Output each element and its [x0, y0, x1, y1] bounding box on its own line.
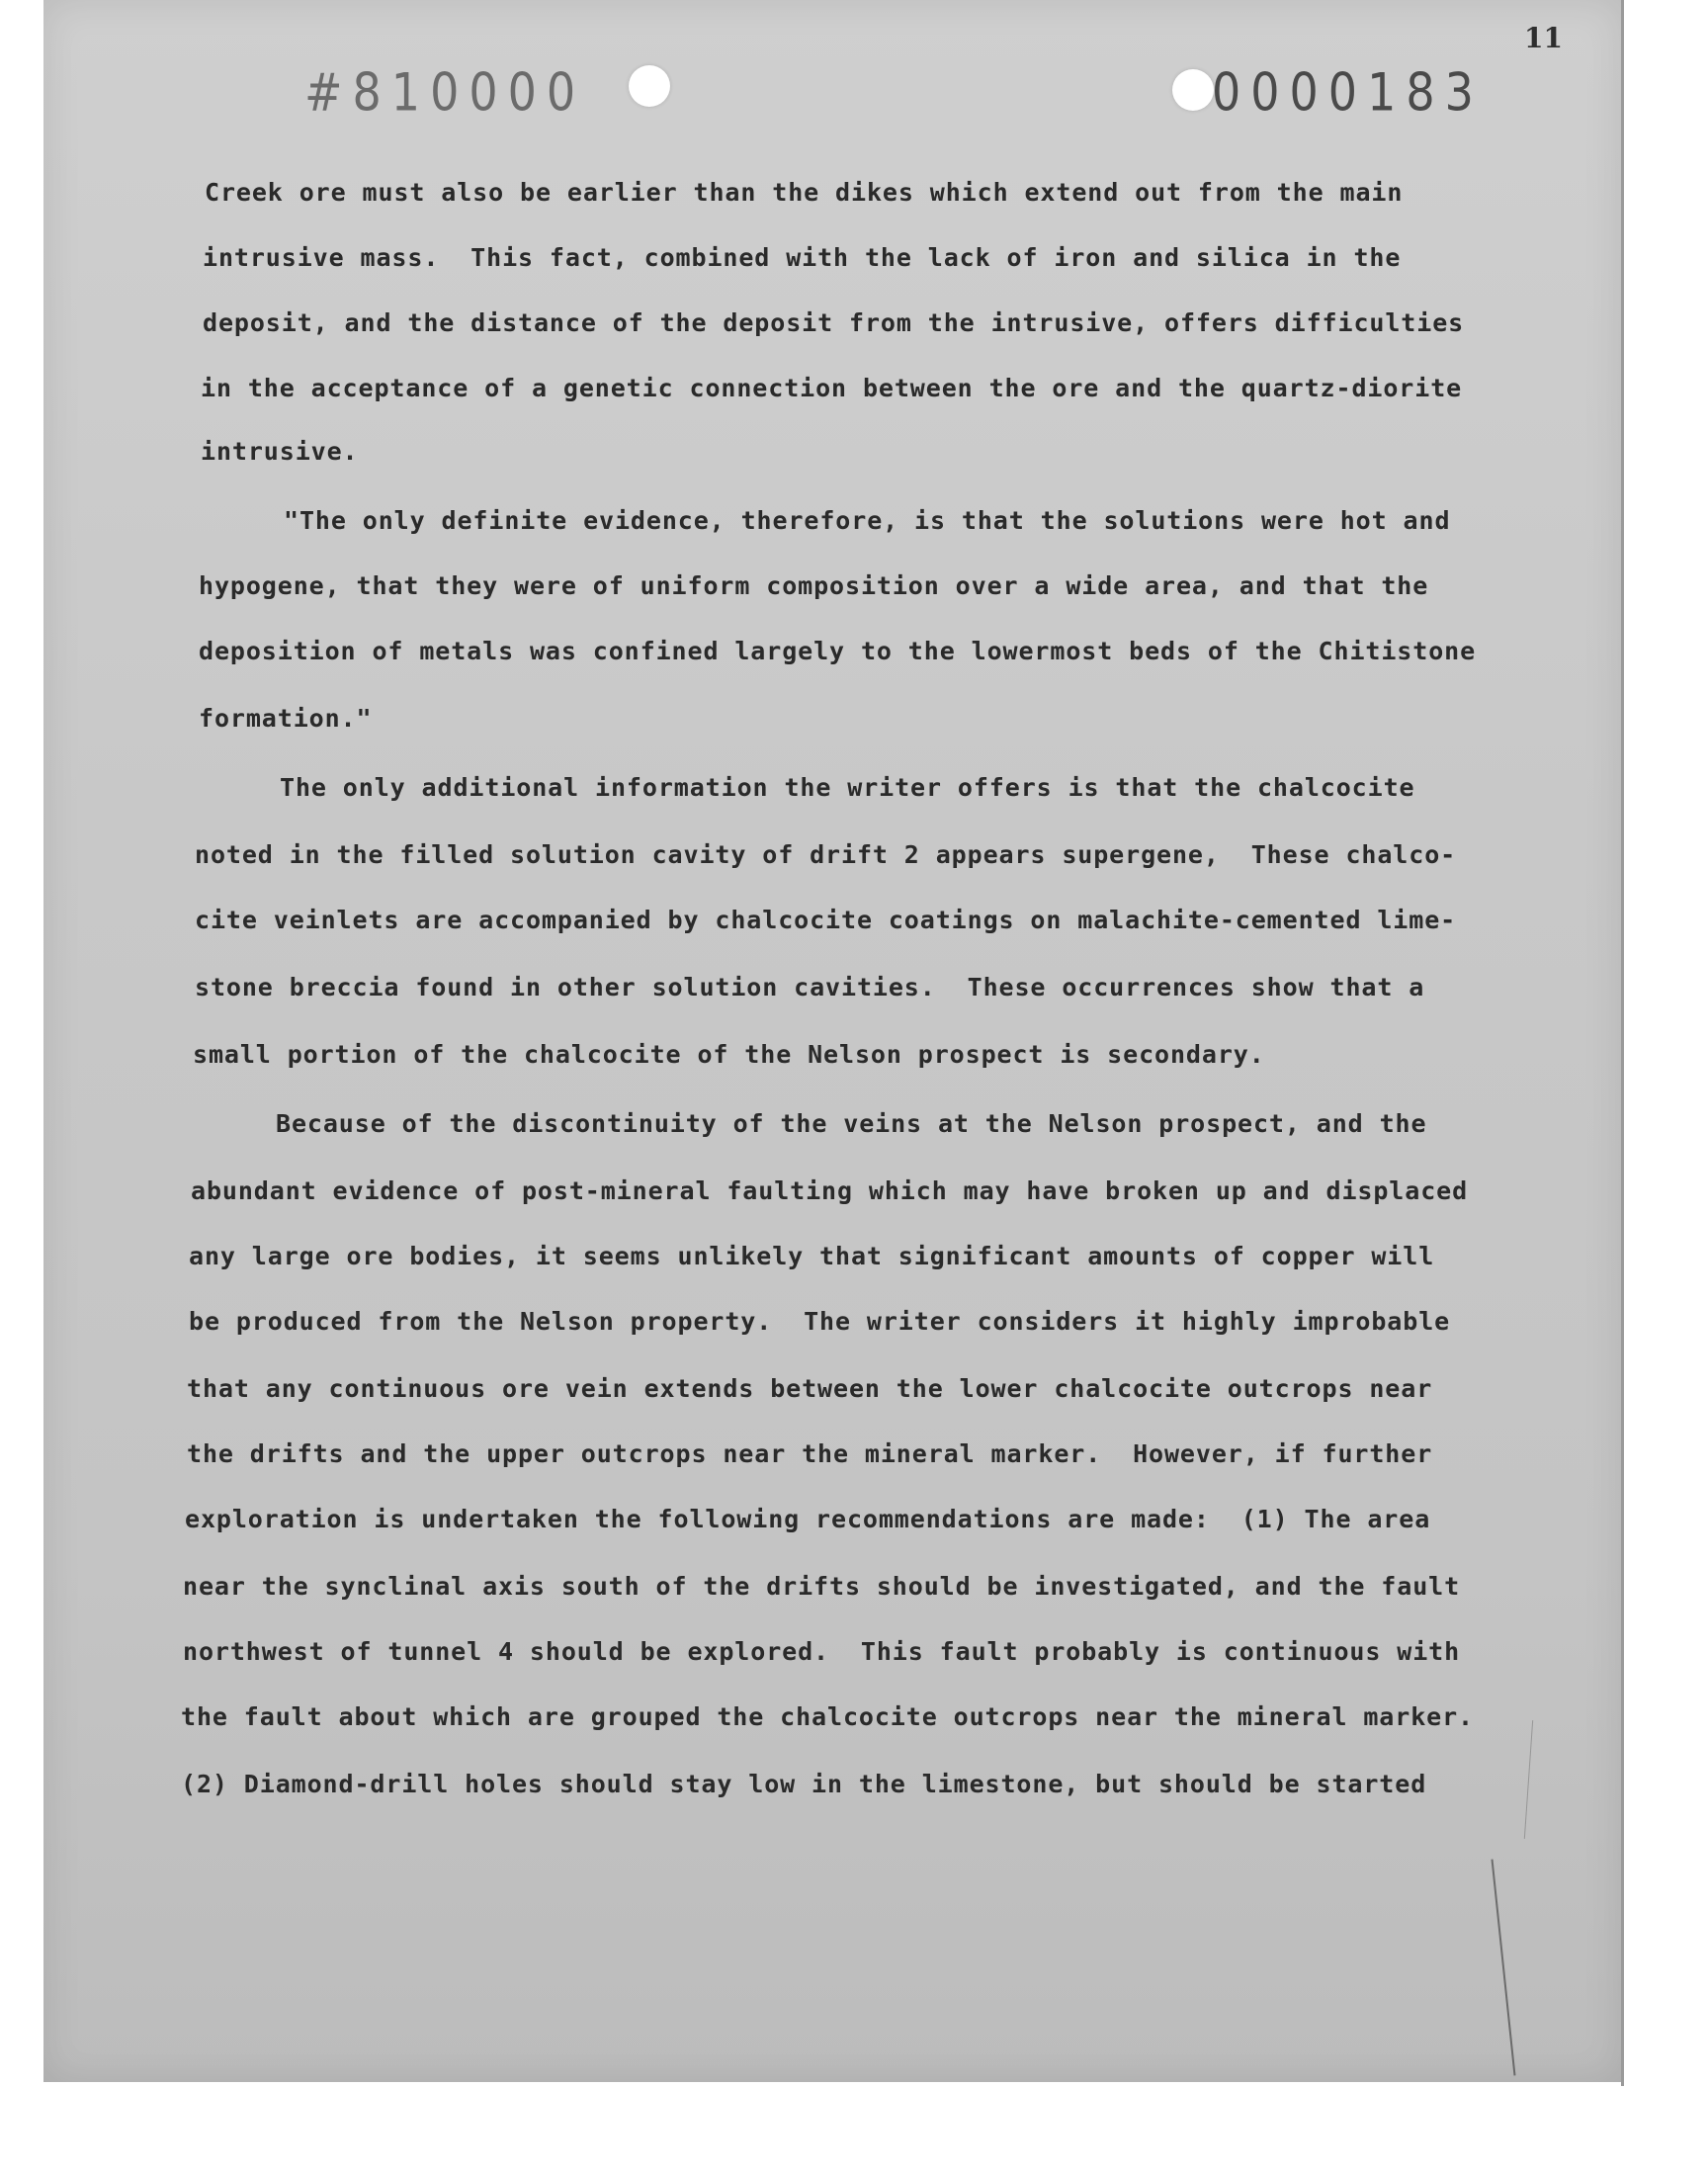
text-line: that any continuous ore vein extends between the lower chalcocite outcrops near — [187, 1374, 1433, 1403]
text-line: small portion of the chalcocite of the Nelson prospect is secondary. — [193, 1040, 1265, 1069]
text-line: "The only definite evidence, therefore, is that the solutions were hot and — [284, 506, 1451, 535]
text-line: Because of the discontinuity of the veins at the Nelson prospect, and the — [276, 1109, 1427, 1138]
text-line: stone breccia found in other solution cavities. These occurrences show that a — [195, 973, 1425, 1001]
text-line: deposition of metals was confined largely to the lowermost beds of the Chitistone — [199, 637, 1477, 665]
text-line: cite veinlets are accompanied by chalcocite coatings on malachite-cemented lime- — [195, 906, 1457, 934]
text-line: be produced from the Nelson property. The writer considers it highly improbable — [189, 1307, 1451, 1336]
text-line: deposit, and the distance of the deposit from the intrusive, offers difficulties — [203, 308, 1465, 337]
text-line: in the acceptance of a genetic connection between the ore and the quartz-diorite — [201, 374, 1463, 402]
text-line: Creek ore must also be earlier than the dikes which extend out from the main — [205, 178, 1404, 207]
text-line: hypogene, that they were of uniform composition over a wide area, and that the — [199, 571, 1429, 600]
text-line: the drifts and the upper outcrops near the mineral marker. However, if further — [187, 1439, 1433, 1468]
text-line: any large ore bodies, it seems unlikely that significant amounts of copper will — [189, 1242, 1435, 1270]
text-line: northwest of tunnel 4 should be explored. This fault probably is continuous with — [183, 1637, 1461, 1666]
text-line: near the synclinal axis south of the drifts should be investigated, and the fault — [183, 1572, 1461, 1601]
page-number: 11 — [1524, 22, 1563, 54]
text-line: abundant evidence of post-mineral faulting which may have broken up and displaced — [191, 1176, 1469, 1205]
stamp-number-right: 0000183 — [1212, 60, 1484, 124]
stamp-number-left: #810000 — [304, 60, 586, 124]
text-line: formation." — [199, 704, 373, 733]
text-line: noted in the filled solution cavity of drift 2 appears supergene, These chalco- — [195, 840, 1457, 869]
text-line: The only additional information the writer offers is that the chalcocite — [280, 773, 1415, 802]
text-line: the fault about which are grouped the chalcocite outcrops near the mineral marker. — [181, 1702, 1475, 1731]
text-line: exploration is undertaken the following recommendations are made: (1) The area — [185, 1505, 1431, 1533]
text-line: intrusive. — [201, 437, 359, 466]
text-line: intrusive mass. This fact, combined with the lack of iron and silica in the — [203, 243, 1402, 272]
text-line: (2) Diamond-drill holes should stay low in the limestone, but should be started — [181, 1770, 1427, 1798]
